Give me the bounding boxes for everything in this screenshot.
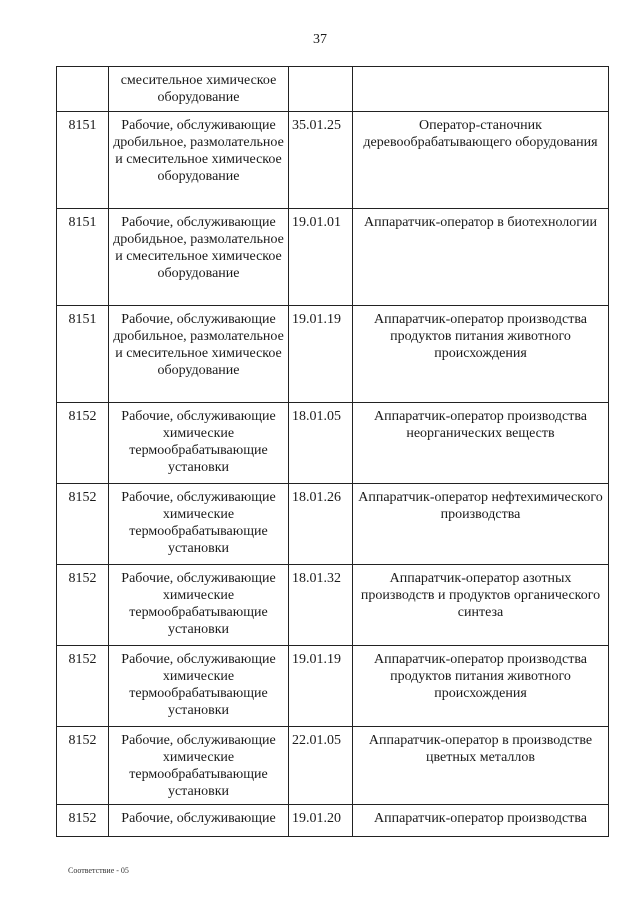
occupation-group: Рабочие, обслуживающие дробильное, размолательное и смесительное химическое оборудование bbox=[109, 306, 289, 403]
occupation-code: 8152 bbox=[57, 805, 109, 837]
occupation-code: 8152 bbox=[57, 727, 109, 805]
occupation-group: Рабочие, обслуживающие дробильное, размолательное и смесительное химическое оборудование bbox=[109, 112, 289, 209]
profession-number: 18.01.05 bbox=[289, 403, 353, 484]
table-row bbox=[57, 565, 609, 646]
profession-name: Аппаратчик-оператор производства продуктов питания животного происхождения bbox=[353, 646, 609, 727]
table-row bbox=[57, 403, 609, 484]
table-row bbox=[57, 727, 609, 805]
occupation-code: 8152 bbox=[57, 484, 109, 565]
occupation-group: Рабочие, обслуживающие химические термообрабатывающие установки bbox=[109, 403, 289, 484]
profession-number: 18.01.32 bbox=[289, 565, 353, 646]
occupations-table bbox=[56, 66, 609, 837]
table-row bbox=[57, 306, 609, 403]
occupation-group: Рабочие, обслуживающие дробидьное, размолательное и смесительное химическое оборудование bbox=[109, 209, 289, 306]
occupation-group: Рабочие, обслуживающие химические термообрабатывающие установки bbox=[109, 727, 289, 805]
profession-name: Аппаратчик-оператор нефтехимического производства bbox=[353, 484, 609, 565]
occupation-code bbox=[57, 67, 109, 112]
profession-number: 18.01.26 bbox=[289, 484, 353, 565]
table-row bbox=[57, 67, 609, 112]
profession-name: Аппаратчик-оператор производства неорганических веществ bbox=[353, 403, 609, 484]
profession-name: Аппаратчик-оператор производства продуктов питания животного происхождения bbox=[353, 306, 609, 403]
occupation-code: 8151 bbox=[57, 112, 109, 209]
profession-number: 19.01.20 bbox=[289, 805, 353, 837]
profession-name bbox=[353, 67, 609, 112]
table-row bbox=[57, 484, 609, 565]
profession-name: Оператор-станочник деревообрабатывающего оборудования bbox=[353, 112, 609, 209]
profession-number: 19.01.01 bbox=[289, 209, 353, 306]
table-row bbox=[57, 805, 609, 837]
profession-number: 22.01.05 bbox=[289, 727, 353, 805]
occupation-group: Рабочие, обслуживающие bbox=[109, 805, 289, 837]
profession-name: Аппаратчик-оператор азотных производств и продуктов органического синтеза bbox=[353, 565, 609, 646]
table-row bbox=[57, 209, 609, 306]
occupation-group: Рабочие, обслуживающие химические термообрабатывающие установки bbox=[109, 565, 289, 646]
profession-name: Аппаратчик-оператор в биотехнологии bbox=[353, 209, 609, 306]
table-row bbox=[57, 112, 609, 209]
profession-number: 19.01.19 bbox=[289, 306, 353, 403]
occupation-group: смесительное химическое оборудование bbox=[109, 67, 289, 112]
occupation-code: 8152 bbox=[57, 646, 109, 727]
page-number: 37 bbox=[313, 32, 327, 47]
occupation-code: 8152 bbox=[57, 565, 109, 646]
table-row bbox=[57, 646, 609, 727]
occupation-group: Рабочие, обслуживающие химические термообрабатывающие установки bbox=[109, 484, 289, 565]
occupation-code: 8151 bbox=[57, 306, 109, 403]
profession-number: 35.01.25 bbox=[289, 112, 353, 209]
profession-number bbox=[289, 67, 353, 112]
occupation-code: 8152 bbox=[57, 403, 109, 484]
occupation-group: Рабочие, обслуживающие химические термообрабатывающие установки bbox=[109, 646, 289, 727]
profession-number: 19.01.19 bbox=[289, 646, 353, 727]
profession-name: Аппаратчик-оператор в производстве цветных металлов bbox=[353, 727, 609, 805]
footer-note: Соответствие - 05 bbox=[68, 866, 129, 875]
occupation-code: 8151 bbox=[57, 209, 109, 306]
profession-name: Аппаратчик-оператор производства bbox=[353, 805, 609, 837]
